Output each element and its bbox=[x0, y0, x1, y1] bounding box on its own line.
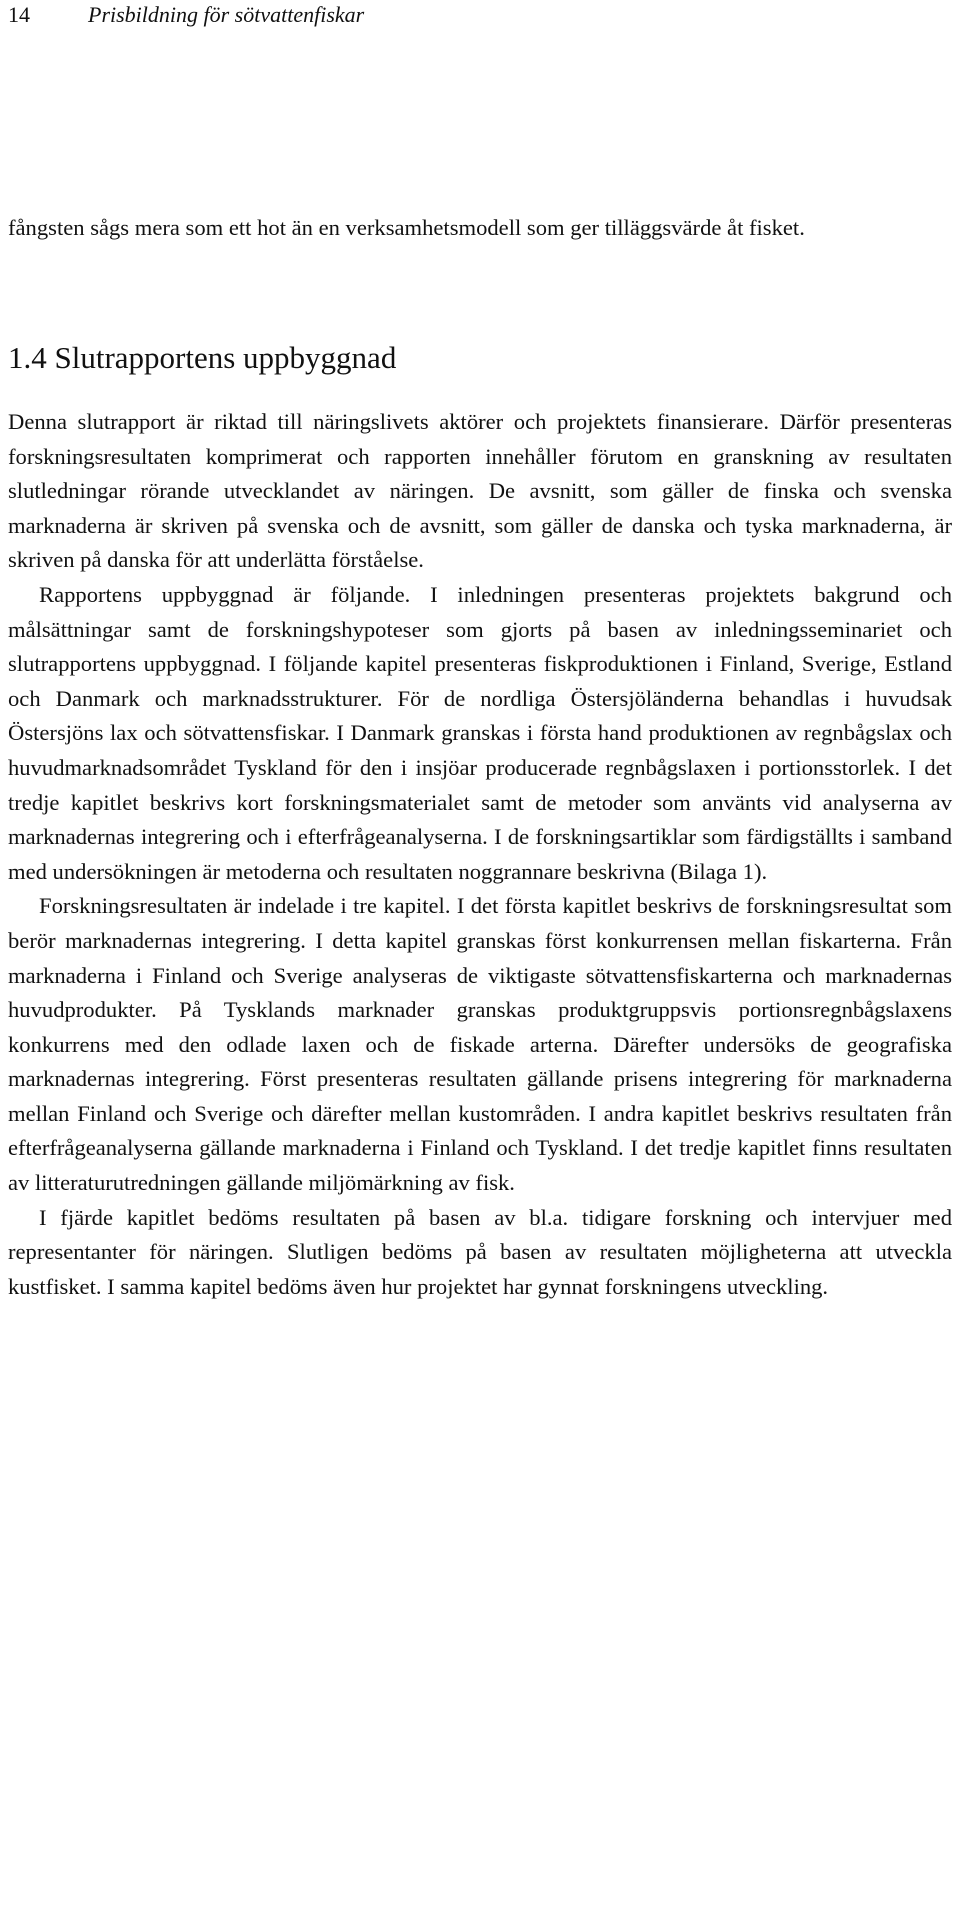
paragraph-2: Rapportens uppbyggnad är följande. I inledningen presenteras projektets bakgrund och målsättningar samt de forskningshypoteser som gjorts på basen av inledningsseminariet och slutrapportens uppbyggnad. I följande kapitel presenteras fiskproduktionen i Finland, Sverige, Estland och Danmark och marknadsstrukturer. För de nordliga Östersjöländerna behandlas i huvudsak Östersjöns lax och sötvattensfiskar. I Danmark granskas i första hand produktionen av regnbågslax och huvudmarknadsområdet Tyskland för den i insjöar producerade regnbågslaxen i portionsstorlek. I det tredje kapitlet beskrivs kort forskningsmaterialet samt de metoder som använts vid analyserna av marknadernas integrering och i efterfrågeanalyserna. I de forskningsartiklar som färdigställts i samband med undersökningen är metoderna och resultaten noggrannare beskrivna (Bilaga 1). bbox=[8, 581, 952, 884]
running-head bbox=[8, 2, 364, 28]
section-heading: 1.4 Slutrapportens uppbyggnad bbox=[8, 340, 397, 375]
page-number: 14 bbox=[8, 2, 30, 27]
running-title: Prisbildning för sötvattenfiskar bbox=[88, 2, 365, 27]
paragraph-1: Denna slutrapport är riktad till näringslivets aktörer och projektets finansierare. Därför presenteras forskningsresultaten komprimerat och rapporten innehåller förutom en granskning av resultaten slutledningar rörande utvecklandet av näringen. De avsnitt, som gäller de finska och svenska marknaderna är skriven på svenska och de avsnitt, som gäller de danska och tyska marknaderna, är skriven på danska för att underlätta förståelse. bbox=[8, 409, 952, 573]
paragraph-3: Forskningsresultaten är indelade i tre kapitel. I det första kapitlet beskrivs de forskningsresultat som berör marknadernas integrering. I detta kapitel granskas först konkurrensen mellan fiskarterna. Från marknaderna i Finland och Sverige analyseras de viktigaste sötvattensfiskarterna och marknadernas huvudprodukter. På Tysklands marknader granskas produktgruppsvis portionsregnbågslaxens konkurrens med den odlade laxen och de fiskade arterna. Därefter undersöks de geografiska marknadernas integrering. Först presenteras resultaten gällande prisens integrering för marknaderna mellan Finland och Sverige och därefter mellan kustområden. I andra kapitlet beskrivs resultaten från efterfrågeanalyserna gällande marknaderna i Finland och Tyskland. I det tredje kapitlet finns resultaten av litteraturutredningen gällande miljömärkning av fisk. bbox=[8, 893, 952, 1196]
continued-paragraph bbox=[8, 211, 952, 246]
section-body bbox=[8, 405, 952, 1304]
paragraph-4: I fjärde kapitlet bedöms resultaten på basen av bl.a. tidigare forskning och intervjuer med representanter för näringen. Slutligen bedöms på basen av resultaten möjligheterna att utveckla kustfisket. I samma kapitel bedöms även hur projektet har gynnat forskningens utveckling. bbox=[8, 1204, 952, 1299]
paragraph-text: fångsten sågs mera som ett hot än en verksamhetsmodell som ger tilläggsvärde åt fisket. bbox=[8, 215, 805, 240]
